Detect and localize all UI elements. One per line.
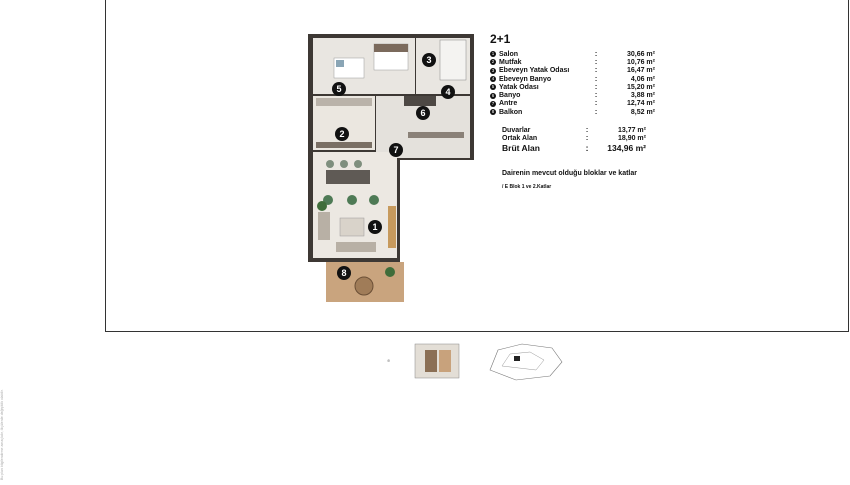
total-name: Duvarlar [502, 127, 531, 135]
room-name: Ebeveyn Yatak Odası [499, 67, 570, 75]
area-info-panel [490, 32, 660, 190]
room-marker-8: 8 [337, 266, 351, 280]
total-area: 13,77 m² [617, 127, 646, 135]
room-marker-3: 3 [422, 53, 436, 67]
total-area-row [502, 135, 660, 143]
separator-colon: : [594, 58, 598, 66]
separator-colon: : [594, 67, 598, 75]
room-marker-6: 6 [416, 106, 430, 120]
separator-colon: : [594, 50, 598, 58]
room-area: 30,66 m² [626, 50, 655, 58]
floor-plan [308, 34, 474, 302]
room-number-badge: 3 [491, 67, 495, 73]
disclaimer-note: Bu plan bilgilendirme amaçlıdır, ölçülerde değişiklik olabilir. [0, 389, 4, 480]
separator-colon: : [594, 83, 598, 91]
separator-colon: : [594, 75, 598, 83]
separator-colon: : [594, 92, 598, 100]
room-marker-4: 4 [441, 85, 455, 99]
block-key-plan [385, 342, 475, 387]
room-number-badge: 4 [491, 76, 495, 82]
room-number-badge: 5 [491, 84, 495, 90]
svg-text:⊕: ⊕ [387, 358, 391, 363]
room-marker-5: 5 [332, 82, 346, 96]
total-area: 18,90 m² [617, 135, 646, 143]
separator-colon: : [585, 127, 589, 135]
room-name: Yatak Odası [499, 83, 539, 91]
room-name: Ebeveyn Banyo [499, 75, 552, 83]
room-area-row [490, 58, 660, 66]
room-marker-1: 1 [368, 220, 382, 234]
room-area-row [490, 91, 660, 99]
room-area: 8,52 m² [630, 108, 655, 116]
room-name: Antre [499, 100, 518, 108]
separator-colon: : [594, 108, 598, 116]
room-area: 12,74 m² [626, 100, 655, 108]
room-area-row [490, 50, 660, 58]
room-area: 15,20 m² [626, 83, 655, 91]
plan-frame [105, 0, 849, 332]
room-number-badge: 1 [491, 51, 495, 57]
floor-plan-drawing [308, 34, 474, 302]
total-area-row [502, 143, 660, 153]
room-name: Salon [499, 50, 519, 58]
room-area-row [490, 100, 660, 108]
plan-type-title: 2+1 [490, 32, 511, 46]
room-area-list [490, 50, 660, 116]
room-marker-2: 2 [335, 127, 349, 141]
room-area: 3,88 m² [630, 92, 655, 100]
room-marker-7: 7 [389, 143, 403, 157]
separator-colon: : [585, 135, 589, 143]
site-key-plan [486, 340, 566, 387]
availability-text: / E Blok 1 ve 2.Katlar [502, 183, 552, 190]
room-name: Mutfak [499, 58, 522, 66]
room-area-row [490, 67, 660, 75]
room-name: Balkon [499, 108, 523, 116]
total-area: 134,96 m² [607, 142, 646, 153]
room-area: 10,76 m² [626, 58, 655, 66]
room-number-badge: 8 [491, 109, 495, 115]
total-name: Brüt Alan [502, 142, 540, 153]
total-area-list [490, 126, 660, 153]
room-area-row [490, 75, 660, 83]
room-area: 4,06 m² [630, 75, 655, 83]
availability-title: Dairenin mevcut olduğu bloklar ve katlar [502, 169, 637, 177]
room-number-badge: 2 [491, 59, 495, 65]
room-number-badge: 7 [491, 100, 495, 106]
room-name: Banyo [499, 92, 521, 100]
total-area-row [502, 126, 660, 134]
room-area-row [490, 83, 660, 91]
room-area: 16,47 m² [626, 67, 655, 75]
total-name: Ortak Alan [502, 135, 538, 143]
room-number-badge: 6 [491, 92, 495, 98]
separator-colon: : [585, 142, 589, 153]
room-area-row [490, 108, 660, 116]
separator-colon: : [594, 100, 598, 108]
